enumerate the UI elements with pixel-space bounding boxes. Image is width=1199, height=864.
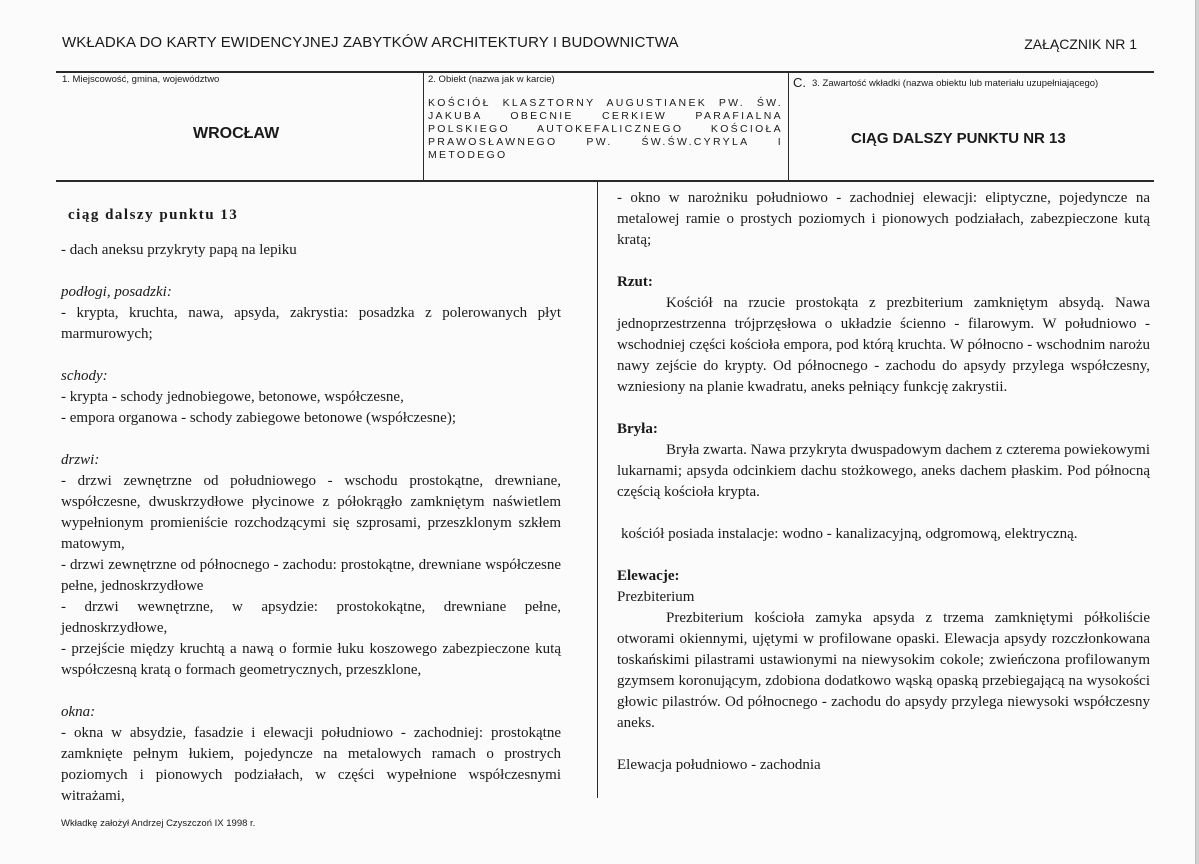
- column-divider: [597, 181, 598, 798]
- object-value: KOŚCIÓŁ KLASZTORNY AUGUSTIANEK PW. ŚW. JAKUBA OBECNIE CERKIEW PARAFIALNA POLSKIEGO AUTOKEFALICZNEGO KOŚCIOŁA PRAWOSŁAWNEGO PW. ŚW.ŚW.CYRYLA I METODEGO: [428, 97, 783, 161]
- floors-label: podłogi, posadzki:: [61, 284, 172, 300]
- right-column: [617, 188, 1150, 776]
- stairs-text-1: - krypta - schody jednobiegowe, betonowe, współczesne,: [61, 389, 404, 405]
- windows-text: - okna w absydzie, fasadzie i elewacji południowo - zachodniej: prostokątne zamknięte pełnym łukiem, pojedyncze na metalowych ramach o prostrych poziomych i pionowych podziałach, w części wypełnione współczesnymi witrażami,: [61, 725, 561, 804]
- doors-text-3: - drzwi wewnętrzne, w apsydzie: prostokokątne, drewniane pełne, jednoskrzydłowe,: [61, 599, 561, 636]
- attachment-number: ZAŁĄCZNIK NR 1: [1024, 36, 1137, 52]
- field-divider-2: [788, 72, 789, 180]
- doors-text-1: - drzwi zewnętrzne od południowego - wschodu prostokątne, drewniane, współczesne, dwuskrzydłowe płycinowe z półokrągło zamkniętym naświetlem wypełnionym promieniście rozchodzącymi się szprosami, przeszklonym szkłem matowym,: [61, 473, 561, 552]
- author-note: Wkładkę założył Andrzej Czyszczoń IX 1998 r.: [61, 818, 256, 829]
- elevations-subheading: Prezbiterium: [617, 589, 695, 605]
- installations-text: kościół posiada instalacje: wodno - kanalizacyjną, odgromową, elektryczną.: [621, 526, 1078, 542]
- header-bottom-rule: [56, 180, 1154, 182]
- contents-value: CIĄG DALSZY PUNKTU NR 13: [851, 130, 1066, 147]
- mass-text: Bryła zwarta. Nawa przykryta dwuspadowym dachem z czterema powiekowymi lukarnami; apsyda odcinkiem dachu stożkowego, aneks dachem płaskim. Pod północną częścią kościoła krypta.: [617, 442, 1150, 500]
- mass-heading: Bryła:: [617, 421, 658, 437]
- contents-label: 3. Zawartość wkładki (nazwa obiektu lub materiału uzupełniającego): [812, 78, 1099, 89]
- elevations-heading: Elewacje:: [617, 568, 680, 584]
- location-value: WROCŁAW: [193, 125, 280, 142]
- doors-text-4: - przejście między kruchtą a nawą o formie łuku koszowego zabezpieczone kutą współczesną kratą o formach geometrycznych, przeszklone,: [61, 641, 561, 678]
- doors-label: drzwi:: [61, 452, 100, 468]
- plan-text: Kościół na rzucie prostokąta z prezbiterium zamkniętym absydą. Nawa jednoprzestrzenna trójprzęsłowa o układzie ścienno - filarowym. W południowo - wschodniej części kościoła empora, pod którą kruchta. W północno - wschodnim narożu nawy zejście do krypty. Od północnego - zachodu do apsydy przylega współczesny, wzniesiony na planie kwadratu, aneks pełniący funkcję zakrystii.: [617, 295, 1150, 395]
- windows-label: okna:: [61, 704, 96, 720]
- left-column: [61, 205, 561, 807]
- southwest-elevation-label: Elewacja południowo - zachodnia: [617, 757, 821, 773]
- corner-window-text: - okno w narożniku południowo - zachodniej elewacji: eliptyczne, pojedyncze na metalowej ramie o prostych poziomych i pionowych podziałach, zabezpieczone kutą kratą;: [617, 190, 1150, 248]
- form-title: WKŁADKA DO KARTY EWIDENCYJNEJ ZABYTKÓW ARCHITEKTURY I BUDOWNICTWA: [62, 34, 679, 51]
- stairs-text-2: - empora organowa - schody zabiegowe betonowe (współczesne);: [61, 410, 456, 426]
- plan-heading: Rzut:: [617, 274, 653, 290]
- header-top-rule: [56, 71, 1154, 73]
- continuation-heading: ciąg dalszy punktu 13: [68, 207, 239, 223]
- elevations-text: Prezbiterium kościoła zamyka apsyda z trzema zamkniętymi półkoliście otworami okiennymi, ujętymi w profilowane opaski. Elewacja apsydy rozczłonkowana toskańskimi pilastrami ustawionymi na niewysokim cokole; zwieńczona profilowanym gzymsem koronującym, zdobiona dodatkowo wąską opaską przebiegającą na wysokości głowic pilastrów. Od północnego - zachodu do apsydy przylega niewysoki współczesny aneks.: [617, 610, 1150, 731]
- contents-letter: C.: [793, 75, 806, 90]
- roof-text: - dach aneksu przykryty papą na lepiku: [61, 242, 297, 258]
- field-divider-1: [423, 72, 424, 180]
- location-label: 1. Miejscowość, gmina, województwo: [62, 74, 220, 85]
- stairs-label: schody:: [61, 368, 108, 384]
- floors-text: - krypta, kruchta, nawa, apsyda, zakrystia: posadzka z polerowanych płyt marmurowych;: [61, 305, 561, 342]
- object-label: 2. Obiekt (nazwa jak w karcie): [428, 74, 555, 85]
- doors-text-2: - drzwi zewnętrzne od północnego - zachodu: prostokątne, drewniane współczesne pełne, jednoskrzydłowe: [61, 557, 561, 594]
